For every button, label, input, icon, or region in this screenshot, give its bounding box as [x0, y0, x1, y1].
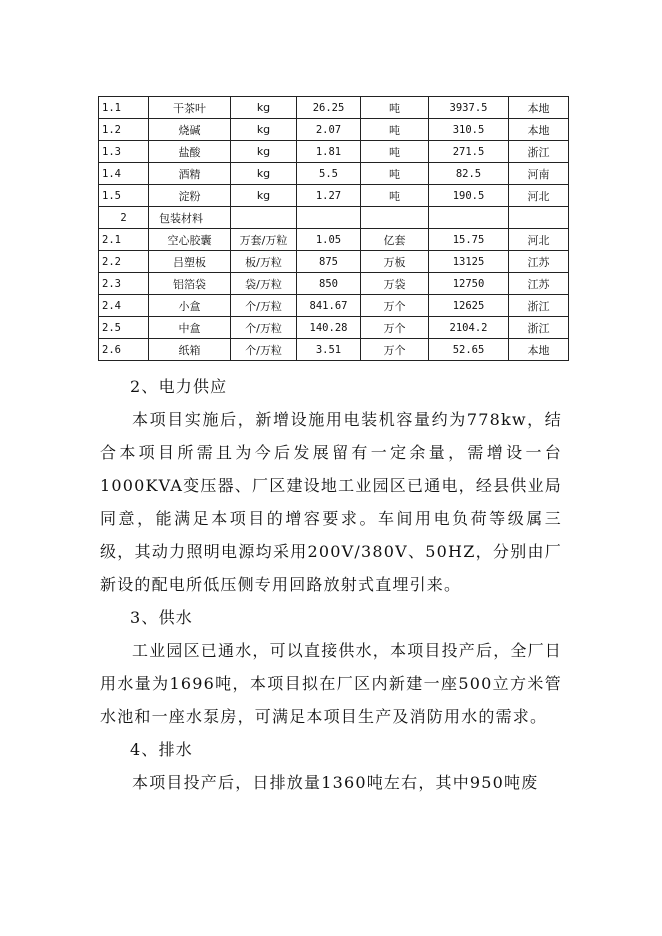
- origin: 浙江: [509, 295, 569, 317]
- material-name: 干茶叶: [149, 97, 231, 119]
- row-number: 1.2: [99, 119, 149, 141]
- document-body: [100, 370, 562, 799]
- table-row: [99, 97, 569, 119]
- table-row: [99, 251, 569, 273]
- table-row: [99, 273, 569, 295]
- annual-unit: 万个: [361, 339, 429, 361]
- annual-consumption: 52.65: [429, 339, 509, 361]
- consumption-unit: 万套/万粒: [231, 229, 297, 251]
- unit-consumption: 140.28: [297, 317, 361, 339]
- power-supply-paragraph: 本项目实施后，新增设施用电装机容量约为778kw，结合本项目所需且为今后发展留有一定余量，需增设一台1000KVA变压器、厂区建设地工业园区已通电，经县供业局同意，能满足本项目的增容要求。车间用电负荷等级属三级，其动力照明电源均采用200V/380V、50HZ，分别由厂新设的配电所低压侧专用回路放射式直埋引来。: [100, 410, 562, 594]
- consumption-unit: kg: [231, 141, 297, 163]
- material-name: 中盒: [149, 317, 231, 339]
- consumption-unit: 个/万粒: [231, 317, 297, 339]
- unit-consumption: 1.05: [297, 229, 361, 251]
- origin: 本地: [509, 339, 569, 361]
- row-number: 2.1: [99, 229, 149, 251]
- water-supply-heading: 3、供水: [130, 608, 193, 627]
- row-number: 2.5: [99, 317, 149, 339]
- unit-consumption: 2.07: [297, 119, 361, 141]
- unit-consumption: 5.5: [297, 163, 361, 185]
- consumption-unit: 个/万粒: [231, 295, 297, 317]
- water-supply-paragraph: 工业园区已通水，可以直接供水，本项目投产后，全厂日用水量为1696吨，本项目拟在厂区内新建一座500立方米管水池和一座水泵房，可满足本项目生产及消防用水的需求。: [100, 641, 563, 726]
- origin: 浙江: [509, 141, 569, 163]
- unit-consumption: 850: [297, 273, 361, 295]
- table-row: [99, 185, 569, 207]
- unit-consumption: 1.81: [297, 141, 361, 163]
- annual-consumption: 15.75: [429, 229, 509, 251]
- materials-table-container: [98, 96, 568, 361]
- row-number: 2.6: [99, 339, 149, 361]
- row-number: 2.4: [99, 295, 149, 317]
- origin: [509, 207, 569, 229]
- annual-unit: 吨: [361, 119, 429, 141]
- material-name: 吕塑板: [149, 251, 231, 273]
- row-number: 2: [99, 207, 149, 229]
- annual-consumption: 82.5: [429, 163, 509, 185]
- annual-consumption: 12750: [429, 273, 509, 295]
- annual-consumption: 271.5: [429, 141, 509, 163]
- annual-unit: 吨: [361, 141, 429, 163]
- consumption-unit: 袋/万粒: [231, 273, 297, 295]
- origin: 江苏: [509, 251, 569, 273]
- annual-unit: 万个: [361, 295, 429, 317]
- consumption-unit: kg: [231, 119, 297, 141]
- origin: 河北: [509, 185, 569, 207]
- consumption-unit: kg: [231, 185, 297, 207]
- annual-consumption: 310.5: [429, 119, 509, 141]
- unit-consumption: 26.25: [297, 97, 361, 119]
- material-name: 烧碱: [149, 119, 231, 141]
- table-row: [99, 207, 569, 229]
- unit-consumption: 3.51: [297, 339, 361, 361]
- material-name: 盐酸: [149, 141, 231, 163]
- material-name: 淀粉: [149, 185, 231, 207]
- power-supply-heading: 2、电力供应: [130, 377, 228, 396]
- row-number: 1.1: [99, 97, 149, 119]
- unit-consumption: [297, 207, 361, 229]
- unit-consumption: 875: [297, 251, 361, 273]
- origin: 本地: [509, 97, 569, 119]
- row-number: 1.4: [99, 163, 149, 185]
- consumption-unit: kg: [231, 163, 297, 185]
- table-row: [99, 295, 569, 317]
- drainage-paragraph: 本项目投产后，日排放量1360吨左右，其中950吨废: [132, 773, 539, 792]
- annual-consumption: 12625: [429, 295, 509, 317]
- table-row: [99, 141, 569, 163]
- unit-consumption: 1.27: [297, 185, 361, 207]
- row-number: 1.5: [99, 185, 149, 207]
- table-row: [99, 163, 569, 185]
- consumption-unit: [231, 207, 297, 229]
- drainage-heading: 4、排水: [130, 740, 193, 759]
- annual-consumption: 2104.2: [429, 317, 509, 339]
- origin: 浙江: [509, 317, 569, 339]
- annual-consumption: 3937.5: [429, 97, 509, 119]
- annual-consumption: 190.5: [429, 185, 509, 207]
- material-name: 包装材料: [149, 207, 231, 229]
- annual-unit: 吨: [361, 185, 429, 207]
- unit-consumption: 841.67: [297, 295, 361, 317]
- annual-unit: [361, 207, 429, 229]
- table-row: [99, 317, 569, 339]
- consumption-unit: 板/万粒: [231, 251, 297, 273]
- consumption-unit: 个/万粒: [231, 339, 297, 361]
- table-row: [99, 119, 569, 141]
- row-number: 1.3: [99, 141, 149, 163]
- table-row: [99, 339, 569, 361]
- material-name: 铝箔袋: [149, 273, 231, 295]
- annual-consumption: [429, 207, 509, 229]
- material-name: 酒精: [149, 163, 231, 185]
- origin: 河北: [509, 229, 569, 251]
- material-name: 纸箱: [149, 339, 231, 361]
- annual-unit: 万板: [361, 251, 429, 273]
- row-number: 2.2: [99, 251, 149, 273]
- materials-table: [98, 96, 569, 361]
- origin: 本地: [509, 119, 569, 141]
- origin: 河南: [509, 163, 569, 185]
- consumption-unit: kg: [231, 97, 297, 119]
- row-number: 2.3: [99, 273, 149, 295]
- annual-unit: 万个: [361, 317, 429, 339]
- annual-unit: 吨: [361, 163, 429, 185]
- origin: 江苏: [509, 273, 569, 295]
- annual-unit: 万袋: [361, 273, 429, 295]
- annual-consumption: 13125: [429, 251, 509, 273]
- annual-unit: 吨: [361, 97, 429, 119]
- material-name: 小盒: [149, 295, 231, 317]
- annual-unit: 亿套: [361, 229, 429, 251]
- table-row: [99, 229, 569, 251]
- material-name: 空心胶囊: [149, 229, 231, 251]
